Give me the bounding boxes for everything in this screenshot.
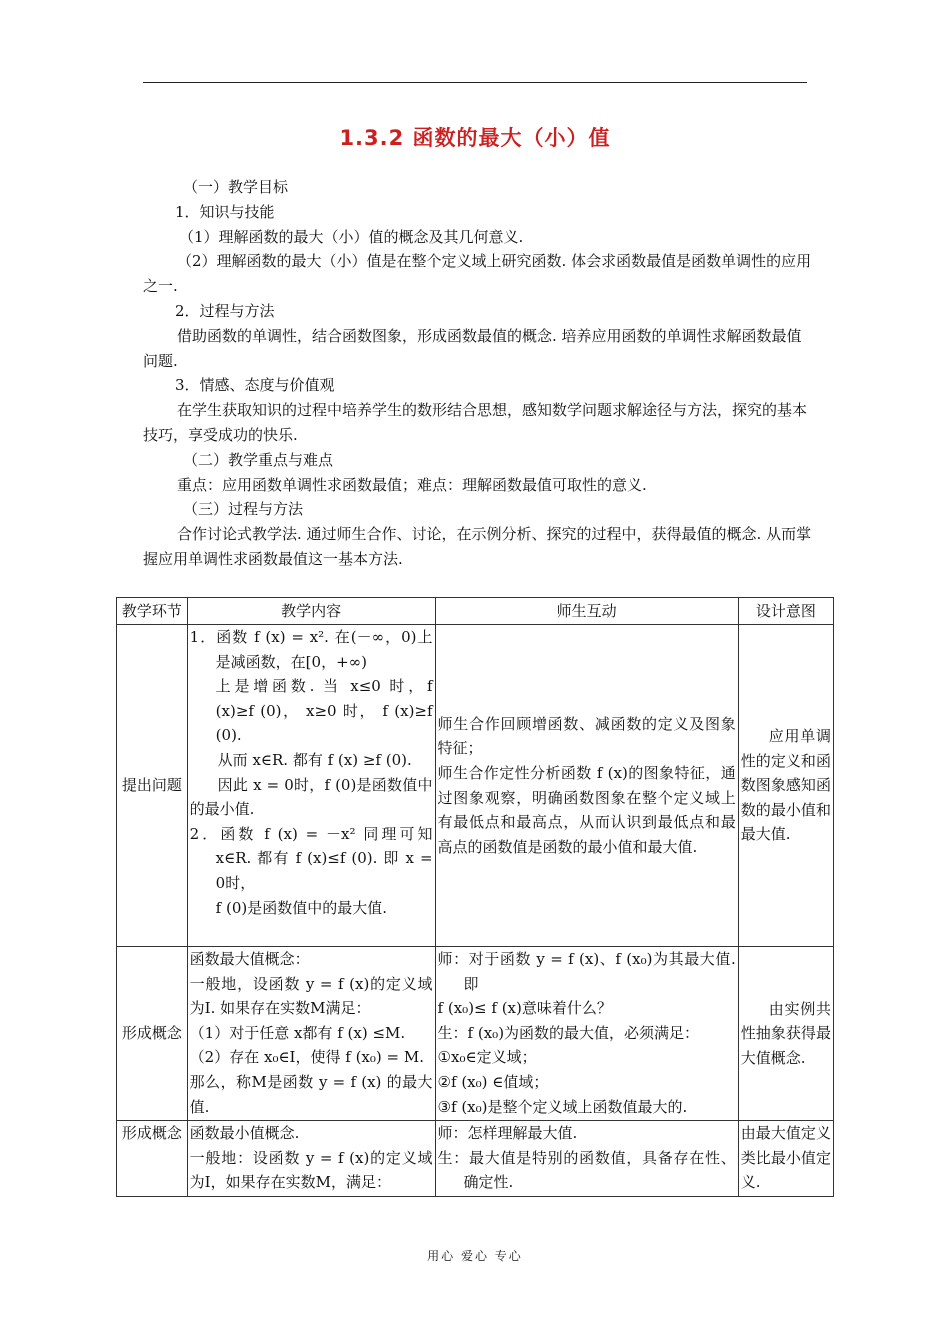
intent-cell: 应用单调性的定义和函数图象感知函数的最小值和最大值. xyxy=(738,625,833,947)
interaction-line: 师生合作定性分析函数 f (x)的图象特征，通过图象观察，明确函数图象在整个定义域上有最低点和最高点，从而认识到最低点和最高点的函数值是函数的最小值和最大值. xyxy=(437,763,736,856)
intent-cell: 由最大值定义类比最小值定义. xyxy=(738,1121,833,1197)
interaction-cell xyxy=(435,625,738,947)
interaction-cell xyxy=(435,947,738,1121)
interaction-line: ②f (x₀) ∈值域； xyxy=(437,1072,549,1091)
section-heading: （三）过程与方法 xyxy=(183,500,304,519)
interaction-line: f (x₀)≤ f (x)意味着什么？ xyxy=(437,999,612,1018)
page-footer: 用心 爱心 专心 xyxy=(427,1249,523,1263)
sub-heading: 1．知识与技能 xyxy=(175,202,275,221)
content-line: 2．函数 f (x) = －x² 同理可知 x∈R. 都有 f (x)≤f (0). 即 x = 0时， xyxy=(189,824,433,892)
section-heading: （一）教学目标 xyxy=(183,178,289,196)
header-interaction: 师生互动 xyxy=(435,598,738,625)
content-line: 从而 x∈R. 都有 f (x) ≥f (0). xyxy=(217,750,412,769)
header-rule xyxy=(143,82,807,83)
sub-heading: 3．情感、态度与价值观 xyxy=(175,376,335,395)
paragraph: （2）理解函数的最大（小）值是在整个定义域上研究函数. 体会求函数最值是函数单调性的应用之一. xyxy=(143,252,812,296)
header-content: 教学内容 xyxy=(187,598,435,625)
header-stage: 教学环节 xyxy=(117,598,188,625)
interaction-line: 师：怎样理解最大值. xyxy=(437,1124,578,1142)
content-line: 因此 x = 0时，f (0)是函数值中的最小值. xyxy=(189,775,433,819)
table-header-row xyxy=(117,598,834,625)
paragraph: 合作讨论式教学法. 通过师生合作、讨论，在示例分析、探究的过程中，获得最值的概念. 从而掌握应用单调性求函数最值这一基本方法. xyxy=(143,525,812,568)
sub-heading: 2．过程与方法 xyxy=(175,301,275,320)
paragraph: （1）理解函数的最大（小）值的概念及其几何意义. xyxy=(179,227,524,246)
content-line: f (0)是函数值中的最大值. xyxy=(215,898,388,917)
content-line: 上是增函数. 当 x≤0 时，f (x)≥f (0)， x≥0 时， f (x)≥f (0). xyxy=(215,677,433,745)
intro-section xyxy=(143,175,813,572)
section-heading: （二）教学重点与难点 xyxy=(183,450,334,469)
table-row xyxy=(117,947,834,1121)
interaction-line: ③f (x₀)是整个定义域上函数值最大的. xyxy=(437,1097,688,1116)
stage-cell: 形成概念 xyxy=(117,947,188,1121)
content-cell xyxy=(187,947,435,1121)
content-line: （1）对于任意 x都有 f (x) ≤M. xyxy=(189,1023,406,1042)
content-line: 那么，称M是函数 y = f (x) 的最大值. xyxy=(189,1072,433,1116)
document-title: 1.3.2 函数的最大（小）值 xyxy=(339,126,611,150)
content-line: 函数最小值概念. xyxy=(189,1124,300,1142)
paragraph: 在学生获取知识的过程中培养学生的数形结合思想，感知数学问题求解途径与方法，探究的基本技巧，享受成功的快乐. xyxy=(143,401,808,444)
lesson-table xyxy=(116,597,834,1197)
header-intent: 设计意图 xyxy=(738,598,833,625)
content-line: （2）存在 x₀∈I，使得 f (x₀) = M. xyxy=(189,1048,424,1067)
paragraph: 借助函数的单调性，结合函数图象，形成函数最值的概念. 培养应用函数的单调性求解函数最值问题. xyxy=(143,326,802,370)
interaction-cell xyxy=(435,1121,738,1197)
content-cell xyxy=(187,625,435,947)
table-row xyxy=(117,625,834,947)
content-line: 一般地：设函数 y = f (x)的定义域为I，如果存在实数M，满足： xyxy=(189,1148,433,1192)
interaction-line: 师生合作回顾增函数、减函数的定义及图象特征； xyxy=(437,714,736,758)
intent-cell: 由实例共性抽象获得最大值概念. xyxy=(738,947,833,1121)
stage-cell: 提出问题 xyxy=(117,625,188,947)
content-line: 一般地，设函数 y = f (x)的定义域为I. 如果存在实数M满足： xyxy=(189,974,433,1018)
interaction-line: ①x₀∈定义域； xyxy=(437,1048,537,1067)
interaction-line: 生：f (x₀)为函数的最大值，必须满足： xyxy=(437,1023,700,1042)
paragraph: 重点：应用函数单调性求函数最值；难点：理解函数最值可取性的意义. xyxy=(177,475,647,494)
table-row xyxy=(117,1121,834,1197)
content-cell xyxy=(187,1121,435,1197)
interaction-line: 师：对于函数 y = f (x)、f (x₀)为其最大值. 即 xyxy=(437,950,736,993)
stage-cell: 形成概念 xyxy=(117,1121,188,1197)
content-line: 函数最大值概念： xyxy=(189,950,310,968)
content-line: 1．函数 f (x) = x². 在(－∞，0)上是减函数，在[0，+∞) xyxy=(189,628,433,671)
interaction-line: 生：最大值是特别的函数值，具备存在性、确定性. xyxy=(437,1148,736,1192)
